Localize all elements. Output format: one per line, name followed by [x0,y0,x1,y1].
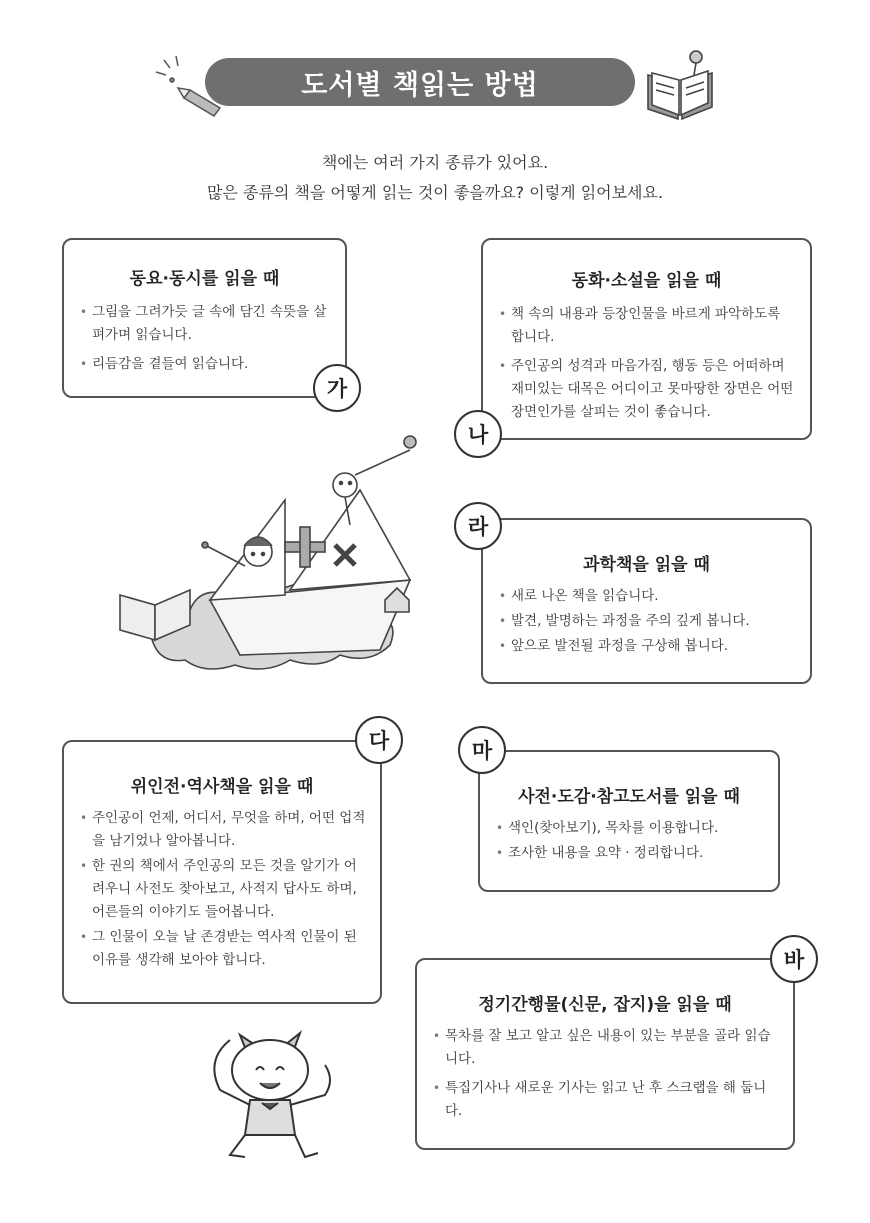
list-item: • 주인공이 언제, 어디서, 무엇을 하며, 어떤 업적을 남기었나 알아봅니다. [78,807,366,853]
card-da-list [78,807,366,972]
list-item: • 목차를 잘 보고 알고 싶은 내용이 있는 부분을 골라 읽습니다. [431,1025,779,1071]
list-item: • 그 인물이 오늘 날 존경받는 역사적 인물이 된 이유를 생각해 보아야 합니다. [78,926,366,972]
list-item: • 특집기사나 새로운 기사는 읽고 난 후 스크랩을 해 둡니다. [431,1077,779,1123]
card-ra [481,518,812,684]
list-item: • 책 속의 내용과 등장인물을 바르게 파악하도록 합니다. [497,303,796,349]
list-item: • 조사한 내용을 요약 · 정리합니다. [494,842,764,865]
card-ma-title: 사전·도감·참고도서를 읽을 때 [518,787,740,807]
list-item: • 주인공의 성격과 마음가짐, 행동 등은 어떠하며 재미있는 대목은 어디이고 못마땅한 장면은 어떤 장면인가를 살피는 것이 좋습니다. [497,355,796,424]
card-ma-list [494,817,764,865]
badge-da: 다 [355,716,403,764]
card-na-list [497,303,796,424]
card-ba [415,958,795,1150]
list-item: • 앞으로 발전될 과정을 구상해 봅니다. [497,635,796,658]
card-ba-list [431,1025,779,1123]
intro-line-2: 많은 종류의 책을 어떻게 읽는 것이 좋을까요? 이렇게 읽어보세요. [206,183,664,202]
list-item: • 색인(찾아보기), 목차를 이용합니다. [494,817,764,840]
title-banner [205,58,635,106]
card-ga-list [78,301,331,376]
list-item: • 새로 나온 책을 읽습니다. [497,585,796,608]
list-item: • 리듬감을 곁들여 읽습니다. [78,353,331,376]
card-ma [478,750,780,892]
badge-na: 나 [454,410,502,458]
card-ga-title: 동요·동시를 읽을 때 [129,269,280,289]
card-ga [62,238,347,398]
list-item: • 발견, 발명하는 과정을 주의 깊게 봅니다. [497,610,796,633]
card-ra-list [497,585,796,658]
intro-line-1: 책에는 여러 가지 종류가 있어요. [321,153,549,172]
cat-illustration [200,1015,340,1165]
card-na-title: 동화·소설을 읽을 때 [571,271,722,291]
open-book-icon [640,45,720,125]
badge-ba: 바 [770,935,818,983]
card-da [62,740,382,1004]
badge-ma: 마 [458,726,506,774]
card-na [481,238,812,440]
card-da-title: 위인전·역사책을 읽을 때 [130,777,314,797]
list-item: • 한 권의 책에서 주인공의 모든 것을 알기가 어려우니 사전도 찾아보고, 사적지 답사도 하며, 어른들의 이야기도 들어봅니다. [78,855,366,924]
page-title: 도서별 책읽는 방법 [301,69,539,101]
list-item: • 그림을 그려가듯 글 속에 담긴 속뜻을 살펴가며 읽습니다. [78,301,331,347]
card-ra-title: 과학책을 읽을 때 [583,555,710,575]
card-ba-title: 정기간행물(신문, 잡지)을 읽을 때 [478,995,732,1015]
paper-boat-illustration [110,430,445,680]
badge-ga: 가 [313,364,361,412]
badge-ra: 라 [454,502,502,550]
